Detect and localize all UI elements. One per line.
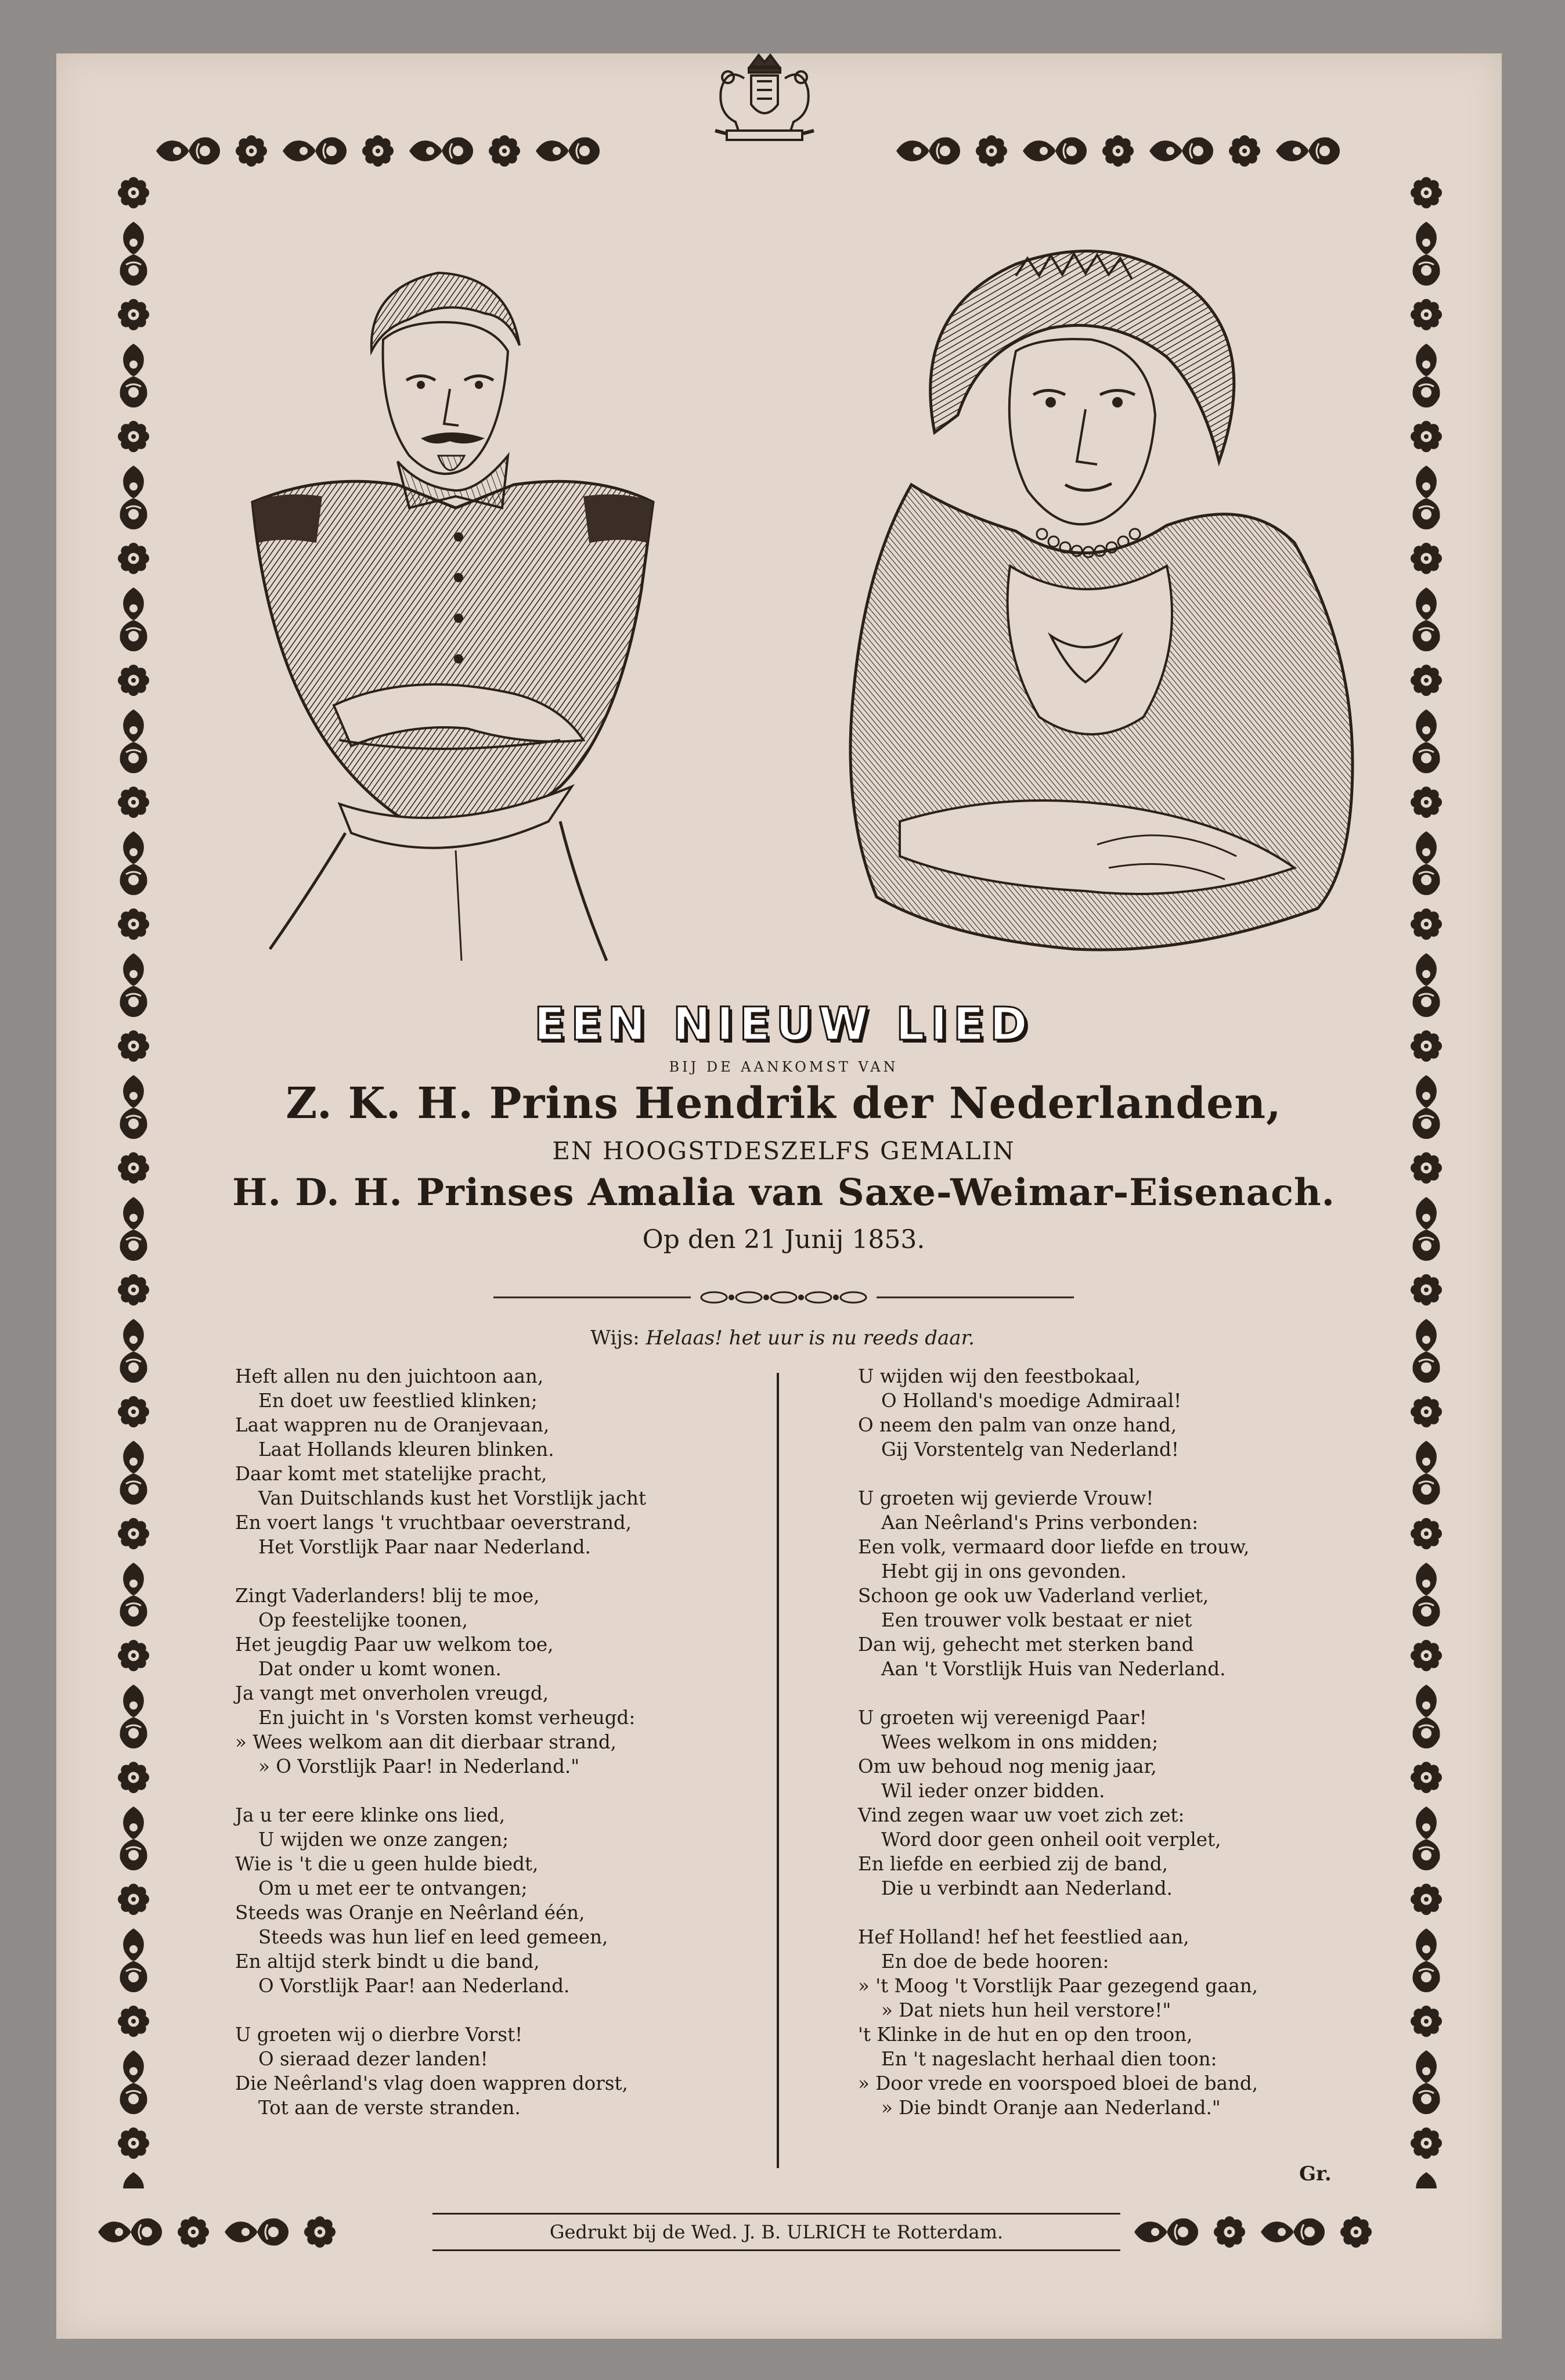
ornamental-border-left	[107, 174, 160, 2188]
scroll-ornament-icon	[113, 219, 154, 288]
column-divider-rule	[777, 1373, 779, 2168]
title-block	[174, 998, 1393, 1254]
verse-line: Een volk, vermaard door liefde en trouw,	[858, 1536, 1250, 1558]
rosette-ornament-icon	[1408, 540, 1445, 577]
scroll-ornament-icon	[113, 1926, 154, 1995]
ornamental-border-bottom-left	[96, 2206, 421, 2258]
verse-line: U wijden wij den feestbokaal,	[858, 1365, 1141, 1387]
scroll-ornament-icon	[894, 131, 962, 171]
rosette-ornament-icon	[115, 418, 152, 455]
scroll-ornament-icon	[1406, 2170, 1447, 2188]
verse-line: » Door vrede en voorspoed bloei de band,	[858, 2072, 1259, 2094]
verses-right-column	[858, 1364, 1404, 2144]
scroll-ornament-icon	[407, 131, 475, 171]
scroll-ornament-icon	[1147, 131, 1216, 171]
verse-line: Laat Hollands kleuren blinken.	[258, 1438, 554, 1461]
stanza	[858, 1705, 1404, 1901]
verse-line: En juicht in 's Vorsten komst verheugd:	[258, 1707, 636, 1729]
scroll-ornament-icon	[1406, 1560, 1447, 1629]
rosette-ornament-icon	[1211, 2213, 1248, 2251]
stanza	[858, 1925, 1404, 2120]
rosette-ornament-icon	[115, 906, 152, 943]
title-subtitle: BIJ DE AANKOMST VAN	[669, 1059, 899, 1075]
printer-imprint: Gedrukt bij de Wed. J. B. ULRICH te Rotterdam.	[432, 2213, 1120, 2251]
scroll-ornament-icon	[113, 1560, 154, 1629]
scroll-ornament-icon	[96, 2212, 164, 2252]
verse-line: Die Neêrland's vlag doen wappren dorst,	[235, 2072, 628, 2094]
scroll-ornament-icon	[1406, 829, 1447, 897]
scroll-ornament-icon	[113, 1073, 154, 1141]
rosette-ornament-icon	[1408, 906, 1445, 943]
rosette-ornament-icon	[115, 1637, 152, 1674]
verse-line: Die u verbindt aan Nederland.	[881, 1877, 1173, 1899]
rosette-ornament-icon	[1408, 1271, 1445, 1308]
main-title: EEN NIEUW LIED	[534, 998, 1033, 1051]
verse-line: Word door geen onheil ooit verplet,	[881, 1829, 1221, 1851]
verse-line: Gij Vorstentelg van Nederland!	[881, 1438, 1179, 1461]
scroll-ornament-icon	[1406, 1073, 1447, 1141]
verse-line: Dat onder u komt wonen.	[258, 1658, 502, 1680]
stanza	[235, 1803, 769, 1998]
verse-line: U groeten wij o dierbre Vorst!	[235, 2024, 523, 2046]
scroll-ornament-icon	[280, 131, 349, 171]
scroll-ornament-icon	[1406, 1926, 1447, 1995]
scroll-ornament-icon	[1406, 951, 1447, 1019]
scroll-ornament-icon	[113, 951, 154, 1019]
author-signature: Gr.	[1299, 2162, 1332, 2186]
rosette-ornament-icon	[1408, 784, 1445, 821]
verse-line: Op feestelijke toonen,	[258, 1609, 468, 1631]
title-date: Op den 21 Junij 1853.	[642, 1225, 925, 1254]
rosette-ornament-icon	[1408, 174, 1445, 211]
scroll-ornament-icon	[222, 2212, 291, 2252]
ornamental-border-bottom-right	[1132, 2206, 1434, 2258]
rosette-ornament-icon	[1408, 296, 1445, 333]
scroll-ornament-icon	[113, 2048, 154, 2116]
rosette-ornament-icon	[115, 296, 152, 333]
rosette-ornament-icon	[115, 1515, 152, 1552]
rosette-ornament-icon	[1408, 2125, 1445, 2162]
verse-line: En doe de bede hooren:	[881, 1950, 1109, 1972]
scroll-ornament-icon	[1274, 131, 1342, 171]
verse-line: U groeten wij vereenigd Paar!	[858, 1707, 1147, 1729]
rosette-ornament-icon	[1408, 1149, 1445, 1187]
ornamental-border-right	[1400, 174, 1452, 2188]
stanza	[858, 1486, 1404, 1681]
verse-line: Het Vorstlijk Paar naar Nederland.	[258, 1536, 591, 1558]
rosette-ornament-icon	[115, 174, 152, 211]
scroll-ornament-icon	[113, 1682, 154, 1751]
rosette-ornament-icon	[115, 1027, 152, 1065]
tune-label: Wijs:	[590, 1326, 640, 1350]
verse-line: En voert langs 't vruchtbaar oeverstrand,	[235, 1512, 632, 1534]
title-princess: H. D. H. Prinses Amalia van Saxe-Weimar-Eisenach.	[232, 1171, 1335, 1214]
scroll-ornament-icon	[1406, 341, 1447, 410]
rosette-ornament-icon	[115, 2125, 152, 2162]
rosette-ornament-icon	[1337, 2213, 1375, 2251]
verse-line: O Holland's moedige Admiraal!	[881, 1390, 1182, 1412]
verse-line: Om u met eer te ontvangen;	[258, 1877, 528, 1899]
rosette-ornament-icon	[359, 132, 396, 170]
verse-line: Zingt Vaderlanders! blij te moe,	[235, 1585, 540, 1607]
verse-line: » Die bindt Oranje aan Nederland."	[881, 2097, 1221, 2119]
scroll-ornament-icon	[1406, 1195, 1447, 1263]
verse-line: En doet uw feestlied klinken;	[258, 1390, 538, 1412]
rosette-ornament-icon	[1408, 1027, 1445, 1065]
rosette-ornament-icon	[1408, 1515, 1445, 1552]
stanza	[858, 1364, 1404, 1462]
stanza	[235, 1364, 769, 1559]
scroll-ornament-icon	[1259, 2212, 1327, 2252]
scroll-ornament-icon	[1406, 585, 1447, 654]
verse-line: Aan 't Vorstlijk Huis van Nederland.	[881, 1658, 1226, 1680]
verse-line: » Dat niets hun heil verstore!"	[881, 1999, 1171, 2021]
scroll-ornament-icon	[113, 1438, 154, 1507]
verse-line: Wil ieder onzer bidden.	[881, 1780, 1105, 1802]
portrait-prince-hendrik	[235, 264, 688, 967]
scroll-ornament-icon	[113, 585, 154, 654]
rosette-ornament-icon	[115, 1759, 152, 1796]
scroll-ornament-icon	[1406, 1682, 1447, 1751]
rosette-ornament-icon	[115, 1271, 152, 1308]
scroll-ornament-icon	[154, 131, 222, 171]
rosette-ornament-icon	[1099, 132, 1137, 170]
verse-line: O Vorstlijk Paar! aan Nederland.	[258, 1975, 570, 1997]
rosette-ornament-icon	[1408, 1881, 1445, 1918]
verse-line: Heft allen nu den juichtoon aan,	[235, 1365, 544, 1387]
verse-line: En altijd sterk bindt u die band,	[235, 1950, 540, 1972]
rosette-ornament-icon	[175, 2213, 212, 2251]
rosette-ornament-icon	[1226, 132, 1263, 170]
scroll-ornament-icon	[533, 131, 602, 171]
verse-line: Schoon ge ook uw Vaderland verliet,	[858, 1585, 1209, 1607]
rosette-ornament-icon	[1408, 1759, 1445, 1796]
verse-line: Steeds was hun lief en leed gemeen,	[258, 1926, 608, 1948]
scroll-ornament-icon	[113, 707, 154, 776]
royal-coat-of-arms-icon	[704, 44, 825, 148]
verse-line: Van Duitschlands kust het Vorstlijk jacht	[258, 1487, 647, 1509]
rosette-ornament-icon	[973, 132, 1010, 170]
verse-line: Steeds was Oranje en Neêrland één,	[235, 1902, 585, 1924]
scroll-ornament-icon	[113, 1804, 154, 1873]
verses-left-column	[235, 1364, 769, 2144]
rosette-ornament-icon	[115, 662, 152, 699]
verse-line: Om uw behoud nog menig jaar,	[858, 1755, 1157, 1777]
verse-line: » O Vorstlijk Paar! in Nederland."	[258, 1755, 580, 1777]
rosette-ornament-icon	[301, 2213, 338, 2251]
rosette-ornament-icon	[233, 132, 270, 170]
verse-line: Daar komt met statelijke pracht,	[235, 1463, 547, 1485]
decorative-divider-icon	[493, 1286, 1074, 1309]
verse-line: Aan Neêrland's Prins verbonden:	[881, 1512, 1199, 1534]
verse-line: Een trouwer volk bestaat er niet	[881, 1609, 1192, 1631]
portrait-princess-amalia	[842, 241, 1382, 967]
verse-line: » Wees welkom aan dit dierbaar strand,	[235, 1731, 617, 1753]
rosette-ornament-icon	[1408, 2003, 1445, 2040]
title-consort: EN HOOGSTDESZELFS GEMALIN	[552, 1137, 1015, 1165]
stanza	[235, 2022, 769, 2120]
ornamental-border-top-left	[154, 125, 694, 177]
scroll-ornament-icon	[1406, 219, 1447, 288]
verse-line: Laat wappren nu de Oranjevaan,	[235, 1414, 550, 1436]
scroll-ornament-icon	[1406, 1804, 1447, 1873]
verse-line: U wijden we onze zangen;	[258, 1829, 509, 1851]
verse-line: En liefde en eerbied zij de band,	[858, 1853, 1169, 1875]
verse-line: Ja u ter eere klinke ons lied,	[235, 1804, 506, 1826]
scroll-ornament-icon	[1406, 2048, 1447, 2116]
rosette-ornament-icon	[115, 2003, 152, 2040]
rosette-ornament-icon	[486, 132, 523, 170]
rosette-ornament-icon	[1408, 662, 1445, 699]
scroll-ornament-icon	[1406, 707, 1447, 776]
rosette-ornament-icon	[1408, 1393, 1445, 1430]
rosette-ornament-icon	[115, 1393, 152, 1430]
verse-line: Dan wij, gehecht met sterken band	[858, 1633, 1194, 1656]
rosette-ornament-icon	[115, 1149, 152, 1187]
scroll-ornament-icon	[1021, 131, 1089, 171]
scroll-ornament-icon	[113, 1195, 154, 1263]
verse-line: 't Klinke in de hut en op den troon,	[858, 2024, 1193, 2046]
verse-line: U groeten wij gevierde Vrouw!	[858, 1487, 1154, 1509]
stanza	[235, 1584, 769, 1779]
rosette-ornament-icon	[115, 1881, 152, 1918]
scroll-ornament-icon	[113, 829, 154, 897]
scroll-ornament-icon	[1406, 463, 1447, 532]
rosette-ornament-icon	[115, 784, 152, 821]
verse-line: Tot aan de verste stranden.	[258, 2097, 521, 2119]
verse-line: O neem den palm van onze hand,	[858, 1414, 1177, 1436]
scroll-ornament-icon	[113, 341, 154, 410]
scroll-ornament-icon	[1132, 2212, 1200, 2252]
verse-line: Wie is 't die u geen hulde biedt,	[235, 1853, 539, 1875]
verse-line: En 't nageslacht herhaal dien toon:	[881, 2048, 1217, 2070]
verse-line: Vind zegen waar uw voet zich zet:	[858, 1804, 1185, 1826]
tune-line	[0, 1326, 1565, 1350]
verse-line: Hef Holland! hef het feestlied aan,	[858, 1926, 1189, 1948]
title-prince: Z. K. H. Prins Hendrik der Nederlanden,	[286, 1079, 1282, 1128]
rosette-ornament-icon	[1408, 418, 1445, 455]
tune-name: Helaas! het uur is nu reeds daar.	[646, 1326, 975, 1350]
verse-line: O sieraad dezer landen!	[258, 2048, 488, 2070]
verse-line: » 't Moog 't Vorstlijk Paar gezegend gaan,	[858, 1975, 1258, 1997]
rosette-ornament-icon	[1408, 1637, 1445, 1674]
verse-line: Wees welkom in ons midden;	[881, 1731, 1159, 1753]
scroll-ornament-icon	[113, 463, 154, 532]
ornamental-border-top-right	[894, 125, 1405, 177]
scroll-ornament-icon	[1406, 1438, 1447, 1507]
verse-line: Het jeugdig Paar uw welkom toe,	[235, 1633, 554, 1656]
verse-line: Ja vangt met onverholen vreugd,	[235, 1682, 549, 1704]
verse-line: Hebt gij in ons gevonden.	[881, 1560, 1127, 1582]
scroll-ornament-icon	[113, 2170, 154, 2188]
rosette-ornament-icon	[115, 540, 152, 577]
